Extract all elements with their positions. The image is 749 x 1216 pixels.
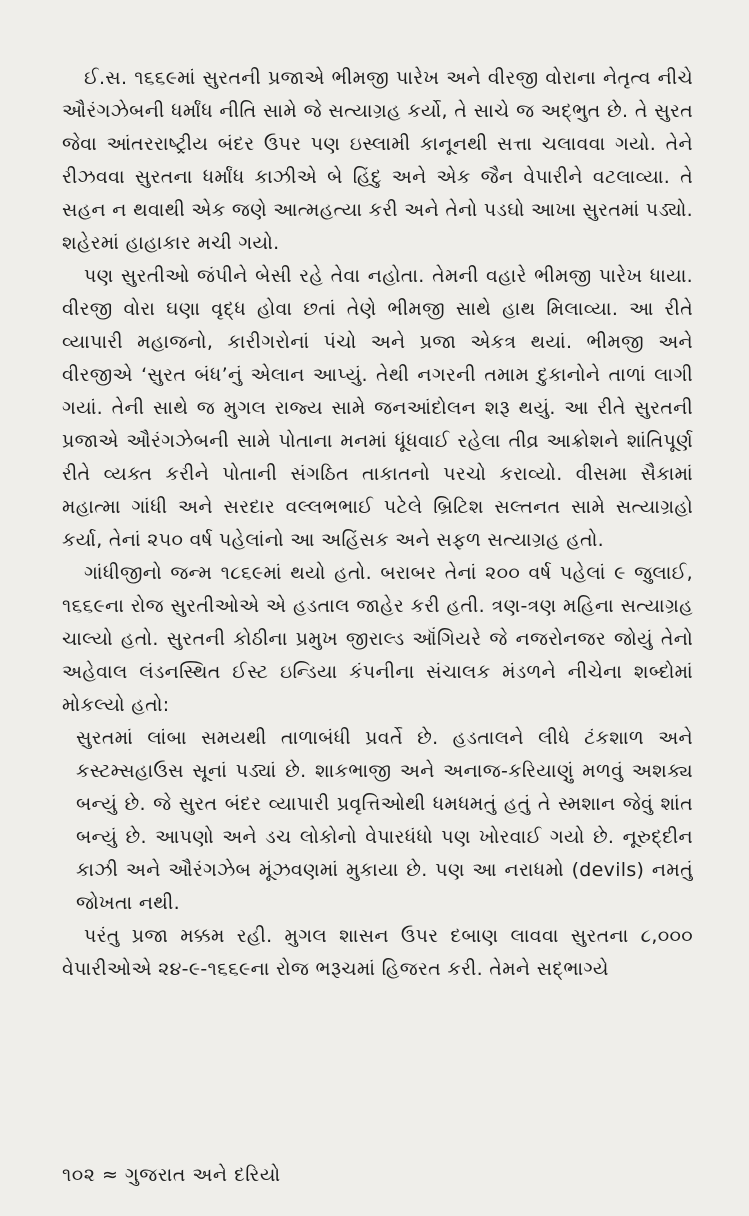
paragraph-surat-bandh: પણ સુરતીઓ જંપીને બેસી રહે તેવા નહોતા. તેમની વહારે ભીમજી પારેખ ધાયા. વીરજી વોરા ઘણા વૃદ્ધ હોવા છતાં તેણે ભીમજી સાથે હાથ મિલાવ્યા. આ રીતે વ્યાપારી મહાજનો, કારીગરોનાં પંચો અને પ્રજા એકત્ર થયાં. ભીમજી અને વીરજીએ ‘સુરત બંધ’નું એલાન આપ્યું. તેથી નગરની તમામ દુકાનોને તાળાં લાગી ગયાં. તેની સાથે જ મુગલ રાજ્ય સામે જનઆંદોલન શરૂ થયું. આ રીતે સુરતની પ્રજાએ ઔરંગઝેબની સામે પોતાના મનમાં ધૂંધવાઈ રહેલા તીવ્ર આક્રોશને શાંતિપૂર્ણ રીતે વ્યક્ત કરીને પોતાની સંગઠિત તાકાતનો પરચો કરાવ્યો. વીસમા સૈકામાં મહાત્મા ગાંધી અને સરદાર વલ્લભભાઈ પટેલે બ્રિટિશ સલ્તનત સામે સત્યાગ્રહો કર્યા, તેનાં ૨૫૦ વર્ષ પહેલાંનો આ અહિંસક અને સફળ સત્યાગ્રહ હતો. [62, 265, 693, 551]
page-number: ૧૦૨ [62, 1164, 96, 1186]
paragraph-gandhi-comparison: ગાંધીજીનો જન્મ ૧૮૬૯માં થયો હતો. બરાબર તેનાં ૨૦૦ વર્ષ પહેલાં ૯ જુલાઈ, ૧૬૬૯ના રોજ સુરતીઓએ એ હડતાલ જાહેર કરી હતી. ત્રણ-ત્રણ મહિના સત્યાગ્રહ ચાલ્યો હતો. સુરતની કોઠીના પ્રમુખ જીરાલ્ડ ઑંગિયરે જે નજરોનજર જોયું તેનો અહેવાલ લંડનસ્થિત ઈસ્ટ ઇન્ડિયા કંપનીના સંચાલક મંડળને નીચેના શબ્દોમાં મોકલ્યો હતો: [62, 562, 693, 716]
quoted-report: સુરતમાં લાંબા સમયથી તાળાબંધી પ્રવર્તે છે. હડતાલને લીધે ટંકશાળ અને કસ્ટમ્સહાઉસ સૂનાં પડ્યાં છે. શાકભાજી અને અનાજ-કરિયાણું મળવું અશક્ય બન્યું છે. જે સુરત બંદર વ્યાપારી પ્રવૃત્તિઓથી ધમધમતું હતું તે સ્મશાન જેવું શાંત બન્યું છે. આપણો અને ડચ લોકોનો વેપારધંધો પણ ખોરવાઈ ગયો છે. નૂરુદ્દીન કાઝી અને ઔરંગઝેબ મૂંઝવણમાં મુકાયા છે. પણ આ નરાધમો (devils) નમતું જોખતા નથી. [76, 727, 693, 914]
paragraph-surat-satyagraha: ઈ.સ. ૧૬૬૯માં સુરતની પ્રજાએ ભીમજી પારેખ અને વીરજી વોરાના નેતૃત્વ નીચે ઔરંગઝેબની ધર્માંધ નીતિ સામે જે સત્યાગ્રહ કર્યો, તે સાચે જ અદ્ભુત છે. તે સુરત જેવા આંતરરાષ્ટ્રીય બંદર ઉપર પણ ઇસ્લામી કાનૂનથી સત્તા ચલાવવા ગયો. તેને રીઝવવા સુરતના ધર્માંધ કાઝીએ બે હિંદુ અને એક જૈન વેપારીને વટલાવ્યા. તે સહન ન થવાથી એક જણે આત્મહત્યા કરી અને તેનો પડઘો આખા સુરતમાં પડ્યો. શહેરમાં હાહાકાર મચી ગયો. [62, 67, 693, 254]
footer-separator: ≈ [101, 1164, 119, 1186]
page-footer [62, 1164, 281, 1186]
book-title: ગુજરાત અને દરિયો [124, 1164, 281, 1186]
paragraph-closing: પરંતુ પ્રજા મક્કમ રહી. મુગલ શાસન ઉપર દબાણ લાવવા સુરતના ૮,૦૦૦ વેપારીઓએ ૨૪-૯-૧૬૬૯ના રોજ ભરૂચમાં હિજરત કરી. તેમને સદ્ભાગ્યે [62, 925, 693, 980]
